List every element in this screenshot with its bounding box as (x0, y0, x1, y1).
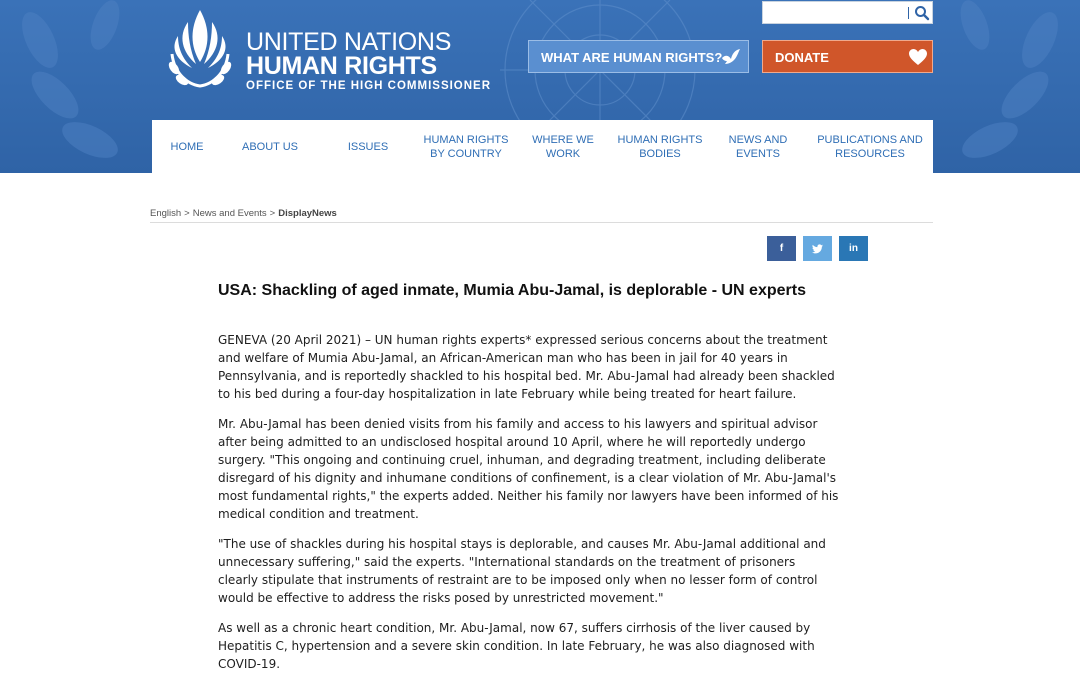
what-are-human-rights-button[interactable] (528, 40, 749, 73)
breadcrumb-divider (150, 222, 933, 223)
donate-label: DONATE (775, 50, 829, 65)
search-box (762, 1, 933, 24)
nav-label-line1: WHERE WE (532, 133, 594, 146)
donate-button[interactable] (762, 40, 933, 73)
nav-label-line1: HUMAN RIGHTS (617, 133, 703, 146)
article-body (218, 331, 878, 685)
heart-icon (908, 48, 928, 66)
article-paragraph: GENEVA (20 April 2021) – UN human rights experts* expressed serious concerns about the treatment and welfare of Mumia Abu-Jamal, an African-American man who has been in jail for 40 years in Pennsylvania, and is reportedly shackled to his hospital bed. Mr. Abu-Jamal had already been shackled to his bed during a four-day hospitalization in late February while being treated for heart failure. (218, 333, 835, 401)
twitter-icon (812, 244, 823, 254)
logo-title-line2: HUMAN RIGHTS (246, 52, 437, 80)
breadcrumb-separator: > (269, 208, 276, 219)
nav-label-line1: NEWS AND (728, 133, 788, 146)
breadcrumb-link-english[interactable]: English (150, 208, 182, 219)
logo-title-line1: UNITED NATIONS (246, 28, 452, 56)
nav-label: HOME (170, 140, 204, 153)
facebook-icon: f (779, 243, 784, 254)
nav-item-where-we-work[interactable] (522, 120, 604, 173)
nav-item-publications-and-resources[interactable] (808, 120, 932, 173)
nav-label-line2: WORK (545, 147, 581, 160)
nav-label: ABOUT US (241, 140, 299, 153)
breadcrumb-separator: > (184, 208, 190, 219)
nav-label: ISSUES (347, 140, 389, 153)
article-paragraph: As well as a chronic heart condition, Mr. Abu-Jamal, now 67, suffers cirrhosis of the liver caused by Hepatitis C, hypertension and a severe skin condition. In late February, he was also diagnosed with COVID-19. (218, 621, 815, 671)
search-icon[interactable] (913, 4, 931, 22)
breadcrumb-link-news-and-events[interactable]: News and Events (192, 208, 267, 219)
article-paragraph: Mr. Abu-Jamal has been denied visits from his family and access to his lawyers and spiritual advisor after being admitted to an undisclosed hospital around 10 April, where he will reportedly undergo surgery. "This ongoing and continuing cruel, inhuman, and degrading treatment, including deliberate disregard of his dignity and inhumane conditions of confinement, is a clear violation of Mr. Abu-Jamal's most fundamental rights," the experts added. Neither his family nor lawyers have been informed of his medical condition and treatment. (218, 417, 839, 521)
logo-subtitle: OFFICE OF THE HIGH COMMISSIONER (246, 80, 492, 92)
search-divider (908, 7, 909, 19)
nav-item-news-and-events[interactable] (714, 120, 802, 173)
nav-label-line1: PUBLICATIONS AND (817, 133, 923, 146)
linkedin-share-button[interactable] (839, 236, 868, 261)
breadcrumb-current: DisplayNews (278, 208, 337, 219)
dove-icon (720, 46, 742, 68)
nav-item-issues[interactable] (330, 120, 406, 173)
nav-item-human-rights-bodies[interactable] (610, 120, 710, 173)
nav-item-human-rights-by-country[interactable] (416, 120, 516, 173)
search-input[interactable] (767, 4, 905, 21)
nav-label-line2: BODIES (639, 147, 681, 160)
article-paragraph: "The use of shackles during his hospital stays is deplorable, and causes Mr. Abu-Jamal additional and unnecessary suffering," said the experts. "International standards on the treatment of prisoners clearly stipulate that instruments of restraint are to be imposed only when no lesser form of control would be effective to address the risks posed by unrestricted movement." (218, 537, 826, 605)
nav-label-line2: RESOURCES (835, 147, 905, 160)
ohchr-logo[interactable] (160, 6, 492, 96)
twitter-share-button[interactable] (803, 236, 832, 261)
nav-item-home[interactable] (152, 120, 222, 173)
nav-label-line1: HUMAN RIGHTS (423, 133, 509, 146)
nav-label-line2: EVENTS (735, 147, 780, 160)
what-are-human-rights-label: WHAT ARE HUMAN RIGHTS? (541, 50, 723, 65)
flame-emblem-icon (160, 6, 240, 96)
article-headline: USA: Shackling of aged inmate, Mumia Abu-Jamal, is deplorable - UN experts (218, 282, 806, 299)
linkedin-icon: in (849, 243, 858, 254)
main-nav (152, 120, 933, 173)
nav-label-line2: BY COUNTRY (430, 147, 502, 160)
nav-item-about-us[interactable] (230, 120, 310, 173)
breadcrumb (150, 208, 337, 219)
facebook-share-button[interactable] (767, 236, 796, 261)
